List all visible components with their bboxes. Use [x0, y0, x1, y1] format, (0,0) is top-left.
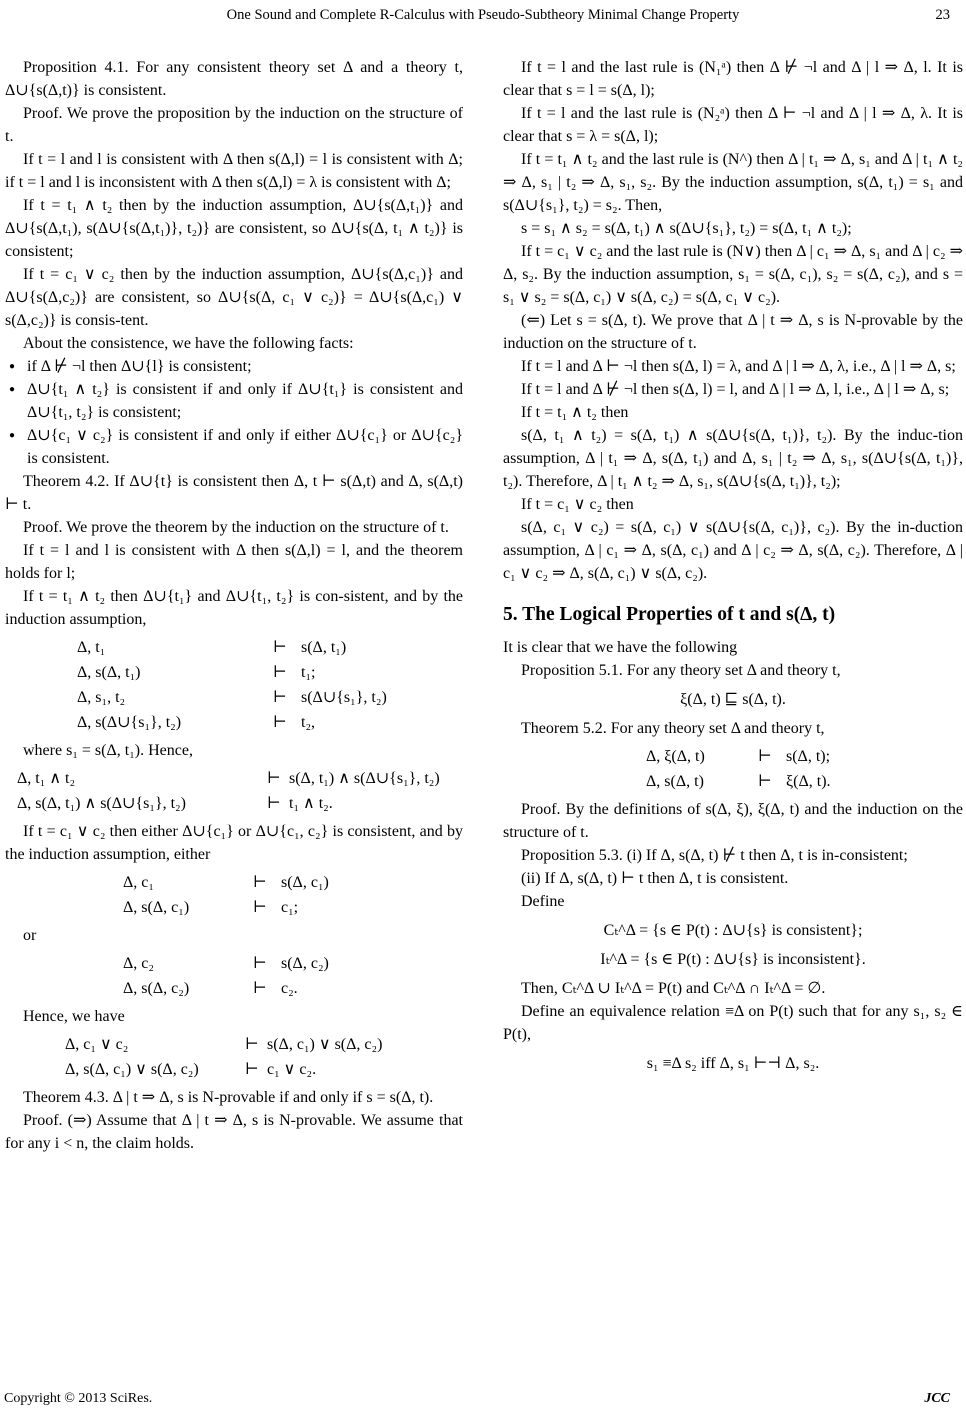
paragraph: If t = l and l is consistent with Δ then s(Δ,l) = l is consistent with Δ; if t = l and l is inconsistent with Δ then s(Δ,l) = λ is consistent with Δ;	[5, 151, 463, 191]
list-item: ● Δ∪{t₁ ∧ t₂} is consistent if and only if Δ∪{t₁} is consistent and Δ∪{t₁, t₂} is consistent;	[27, 378, 463, 424]
turnstile-symbol: ⊢	[253, 874, 267, 891]
paragraph: If t = t₁ ∧ t₂ then Δ∪{t₁} and Δ∪{t₁, t₂} is con-sistent, and by the induction assumption,	[5, 588, 463, 628]
paragraph: where s₁ = s(Δ, t₁). Hence,	[23, 742, 193, 759]
turnstile-symbol: ⊢	[253, 980, 267, 997]
display-formula: Cₜ^Δ = {s ∈ P(t) : Δ∪{s} is consistent};	[603, 922, 863, 939]
display-formula: Iₜ^Δ = {s ∈ P(t) : Δ∪{s} is inconsistent}.	[600, 951, 866, 968]
right-column	[503, 56, 963, 1081]
formula-cell: s(Δ, t);	[786, 748, 831, 765]
paragraph: Proposition 5.1. For any theory set Δ and theory t,	[521, 662, 841, 679]
running-title: One Sound and Complete R-Calculus with Pseudo-Subtheory Minimal Change Property	[226, 7, 740, 23]
turnstile-symbol: ⊢	[245, 1061, 259, 1078]
formula-cell: Δ, c₁	[123, 874, 154, 891]
turnstile-symbol: ⊢	[273, 714, 287, 731]
paragraph: Define	[521, 893, 565, 910]
equation-block	[123, 870, 463, 920]
formula-cell: Δ, s(Δ, c₁)	[123, 899, 190, 916]
paragraph: s(Δ, t₁ ∧ t₂) = s(Δ, t₁) ∧ s(Δ∪{s(Δ, t₁)}, t₂). By the induc-tion assumption, Δ | t₁ ⇒ Δ, s(Δ, t₁) and Δ, s₁ | t₂ ⇒ Δ, s₁, s(Δ∪{s(Δ, t₁)}, t₂). Therefore, Δ | t₁ ∧ t₂ ⇒ Δ, s₁, s(Δ∪{s(Δ, t₁)}, t₂);	[503, 427, 963, 490]
equation-block	[17, 766, 463, 816]
paragraph: If t = l and the last rule is (N₂ᵃ) then Δ ⊢ ¬l and Δ | l ⇒ Δ, λ. It is clear that s = λ = s(Δ, l);	[503, 105, 963, 145]
formula-cell: Δ, t₁	[77, 639, 106, 656]
display-formula: ξ(Δ, t) ⊑ s(Δ, t).	[680, 691, 786, 708]
formula-cell: Δ, ξ(Δ, t)	[646, 748, 705, 765]
formula-cell: Δ, c₂	[123, 955, 154, 972]
turnstile-symbol: ⊢	[253, 955, 267, 972]
equation-block	[77, 635, 463, 735]
paragraph: s(Δ, c₁ ∨ c₂) = s(Δ, c₁) ∨ s(Δ∪{s(Δ, c₁)}, c₂). By the in-duction assumption, Δ | c₁ ⇒ Δ, s(Δ, c₁) and Δ | c₂ ⇒ Δ, s(Δ, c₂). Therefore, Δ | c₁ ∨ c₂ ⇒ Δ, s(Δ, c₁) ∨ s(Δ, c₂).	[503, 519, 964, 582]
paragraph: Define an equivalence relation ≡Δ on P(t) such that for any s₁, s₂ ∈ P(t),	[503, 1003, 963, 1043]
paragraph: About the consistence, we have the following facts:	[23, 335, 354, 352]
formula-cell: Δ, s(Δ, t₁)	[77, 664, 141, 681]
formula-cell: Δ, s(Δ, c₁) ∨ s(Δ, c₂)	[65, 1061, 199, 1078]
list-item: ● if Δ ⊬ ¬l then Δ∪{l} is consistent;	[27, 355, 463, 378]
paragraph: Proposition 5.3. (i) If Δ, s(Δ, t) ⊬ t then Δ, t is in-consistent;	[521, 847, 908, 864]
equation-block	[65, 1032, 463, 1082]
paragraph: If t = l and the last rule is (N₁ᵃ) then Δ ⊬ ¬l and Δ | l ⇒ Δ, l. It is clear that s = l = s(Δ, l);	[503, 59, 963, 99]
paragraph: Theorem 5.2. For any theory set Δ and theory t,	[521, 720, 825, 737]
turnstile-symbol: ⊢	[245, 1036, 259, 1053]
formula-cell: t₁;	[301, 664, 316, 681]
turnstile-symbol: ⊢	[253, 899, 267, 916]
paragraph: Proposition 4.1. For any consistent theory set Δ and a theory t, Δ∪{s(Δ,t)} is consistent.	[5, 59, 463, 99]
paragraph: Theorem 4.3. Δ | t ⇒ Δ, s is N-provable if and only if s = s(Δ, t).	[23, 1089, 434, 1106]
paragraph: or	[23, 927, 37, 944]
paragraph: If t = c₁ ∨ c₂ then by the induction assumption, Δ∪{s(Δ,c₁)} and Δ∪{s(Δ,c₂)} are consistent, so Δ∪{s(Δ, c₁ ∨ c₂)} = Δ∪{s(Δ,c₁) ∨ s(Δ,c₂)} is consis-tent.	[5, 266, 463, 329]
formula-cell: Δ, s(Δ, t)	[646, 773, 704, 790]
paragraph: Proof. We prove the proposition by the induction on the structure of t.	[5, 105, 463, 145]
turnstile-symbol: ⊢	[758, 773, 772, 790]
bullet-list	[5, 355, 463, 470]
turnstile-symbol: ⊢	[273, 689, 287, 706]
paragraph: Then, Cₜ^Δ ∪ Iₜ^Δ = P(t) and Cₜ^Δ ∩ Iₜ^Δ = ∅.	[521, 980, 826, 997]
paragraph: Theorem 4.2. If Δ∪{t} is consistent then Δ, t ⊢ s(Δ,t) and Δ, s(Δ,t) ⊢ t.	[5, 473, 463, 513]
formula-cell: s(Δ, t₁)	[301, 639, 347, 656]
formula-cell: Δ, s(Δ, c₂)	[123, 980, 190, 997]
turnstile-symbol: ⊢	[758, 748, 772, 765]
paragraph: Proof. We prove the theorem by the induction on the structure of t.	[23, 519, 449, 536]
turnstile-symbol: ⊢	[267, 770, 281, 787]
equation-block	[646, 744, 963, 794]
paragraph: If t = l and Δ ⊬ ¬l then s(Δ, l) = l, and Δ | l ⇒ Δ, l, i.e., Δ | l ⇒ Δ, s;	[521, 381, 950, 398]
paragraph: Proof. By the definitions of s(Δ, ξ), ξ(Δ, t) and the induction on the structure of t.	[503, 801, 963, 841]
paragraph: It is clear that we have the following	[503, 639, 738, 656]
formula-cell: ξ(Δ, t).	[786, 773, 831, 790]
formula-cell: Δ, s(Δ∪{s₁}, t₂)	[77, 714, 182, 731]
paragraph: If t = c₁ ∨ c₂ then either Δ∪{c₁} or Δ∪{c₁, c₂} is consistent, and by the induction assumption, either	[5, 823, 463, 863]
formula-cell: s(Δ, c₂)	[281, 955, 329, 972]
paragraph: If t = c₁ ∨ c₂ then	[521, 496, 634, 513]
formula-cell: c₂.	[281, 980, 298, 997]
formula-cell: t₁ ∧ t₂.	[289, 795, 333, 812]
equation-block	[123, 951, 463, 1001]
paragraph: Proof. (⇒) Assume that Δ | t ⇒ Δ, s is N-provable. We assume that for any i < n, the claim holds.	[5, 1112, 463, 1152]
turnstile-symbol: ⊢	[267, 795, 281, 812]
paragraph: If t = t₁ ∧ t₂ then	[521, 404, 629, 421]
formula-cell: s(Δ∪{s₁}, t₂)	[301, 689, 387, 706]
page-header	[0, 4, 966, 26]
paragraph: If t = l and Δ ⊢ ¬l then s(Δ, l) = λ, and Δ | l ⇒ Δ, λ, i.e., Δ | l ⇒ Δ, s;	[521, 358, 956, 375]
paragraph: If t = t₁ ∧ t₂ then by the induction assumption, Δ∪{s(Δ,t₁)} and Δ∪{s(Δ,t₁), s(Δ∪{s(Δ,t₁)}, t₂)} are consistent, so Δ∪{s(Δ, t₁ ∧ t₂)} is consistent;	[5, 197, 463, 260]
formula-cell: s(Δ, t₁) ∧ s(Δ∪{s₁}, t₂)	[289, 770, 440, 787]
list-item: ● Δ∪{c₁ ∨ c₂} is consistent if and only if either Δ∪{c₁} or Δ∪{c₂} is consistent.	[27, 424, 463, 470]
formula-cell: Δ, c₁ ∨ c₂	[65, 1036, 129, 1053]
formula-cell: Δ, s(Δ, t₁) ∧ s(Δ∪{s₁}, t₂)	[17, 795, 186, 812]
page-number: 23	[935, 7, 950, 23]
paragraph: (⇐) Let s = s(Δ, t). We prove that Δ | t ⇒ Δ, s is N-provable by the induction on the structure of t.	[503, 312, 963, 352]
paragraph: (ii) If Δ, s(Δ, t) ⊢ t then Δ, t is consistent.	[521, 870, 789, 887]
paragraph: s = s₁ ∧ s₂ = s(Δ, t₁) ∧ s(Δ∪{s₁}, t₂) = s(Δ, t₁ ∧ t₂);	[521, 220, 852, 237]
formula-cell: Δ, t₁ ∧ t₂	[17, 770, 76, 787]
paragraph: Hence, we have	[23, 1008, 125, 1025]
turnstile-symbol: ⊢	[273, 639, 287, 656]
left-column	[5, 56, 463, 1155]
journal-abbrev: JCC	[924, 1391, 950, 1406]
copyright-text: Copyright © 2013 SciRes.	[4, 1391, 153, 1406]
turnstile-symbol: ⊢	[273, 664, 287, 681]
formula-cell: s(Δ, c₁) ∨ s(Δ, c₂)	[267, 1036, 383, 1053]
formula-cell: t₂,	[301, 714, 316, 731]
formula-cell: c₁ ∨ c₂.	[267, 1061, 317, 1078]
paragraph: If t = l and l is consistent with Δ then s(Δ,l) = l, and the theorem holds for l;	[5, 542, 463, 582]
formula-cell: s(Δ, c₁)	[281, 874, 329, 891]
section-heading: 5. The Logical Properties of t and s(Δ, t)	[503, 604, 836, 625]
display-formula: s₁ ≡Δ s₂ iff Δ, s₁ ⊢⊣ Δ, s₂.	[646, 1055, 820, 1072]
formula-cell: c₁;	[281, 899, 299, 916]
paragraph: If t = t₁ ∧ t₂ and the last rule is (N^) then Δ | t₁ ⇒ Δ, s₁ and Δ | t₁ ∧ t₂ ⇒ Δ, s₁ | t₂ ⇒ Δ, s₁, s₂. By the induction assumption, s(Δ, t₁) = s₁ and s(Δ∪{s₁}, t₂) = s₂. Then,	[503, 151, 963, 214]
formula-cell: Δ, s₁, t₂	[77, 689, 126, 706]
paragraph: If t = c₁ ∨ c₂ and the last rule is (N∨) then Δ | c₁ ⇒ Δ, s₁ and Δ | c₂ ⇒ Δ, s₂. By the induction assumption, s₁ = s(Δ, c₁), s₂ = s(Δ, c₂), and s = s₁ ∨ s₂ = s(Δ, c₁) ∨ s(Δ, c₂) = s(Δ, c₁ ∨ c₂).	[503, 243, 963, 306]
